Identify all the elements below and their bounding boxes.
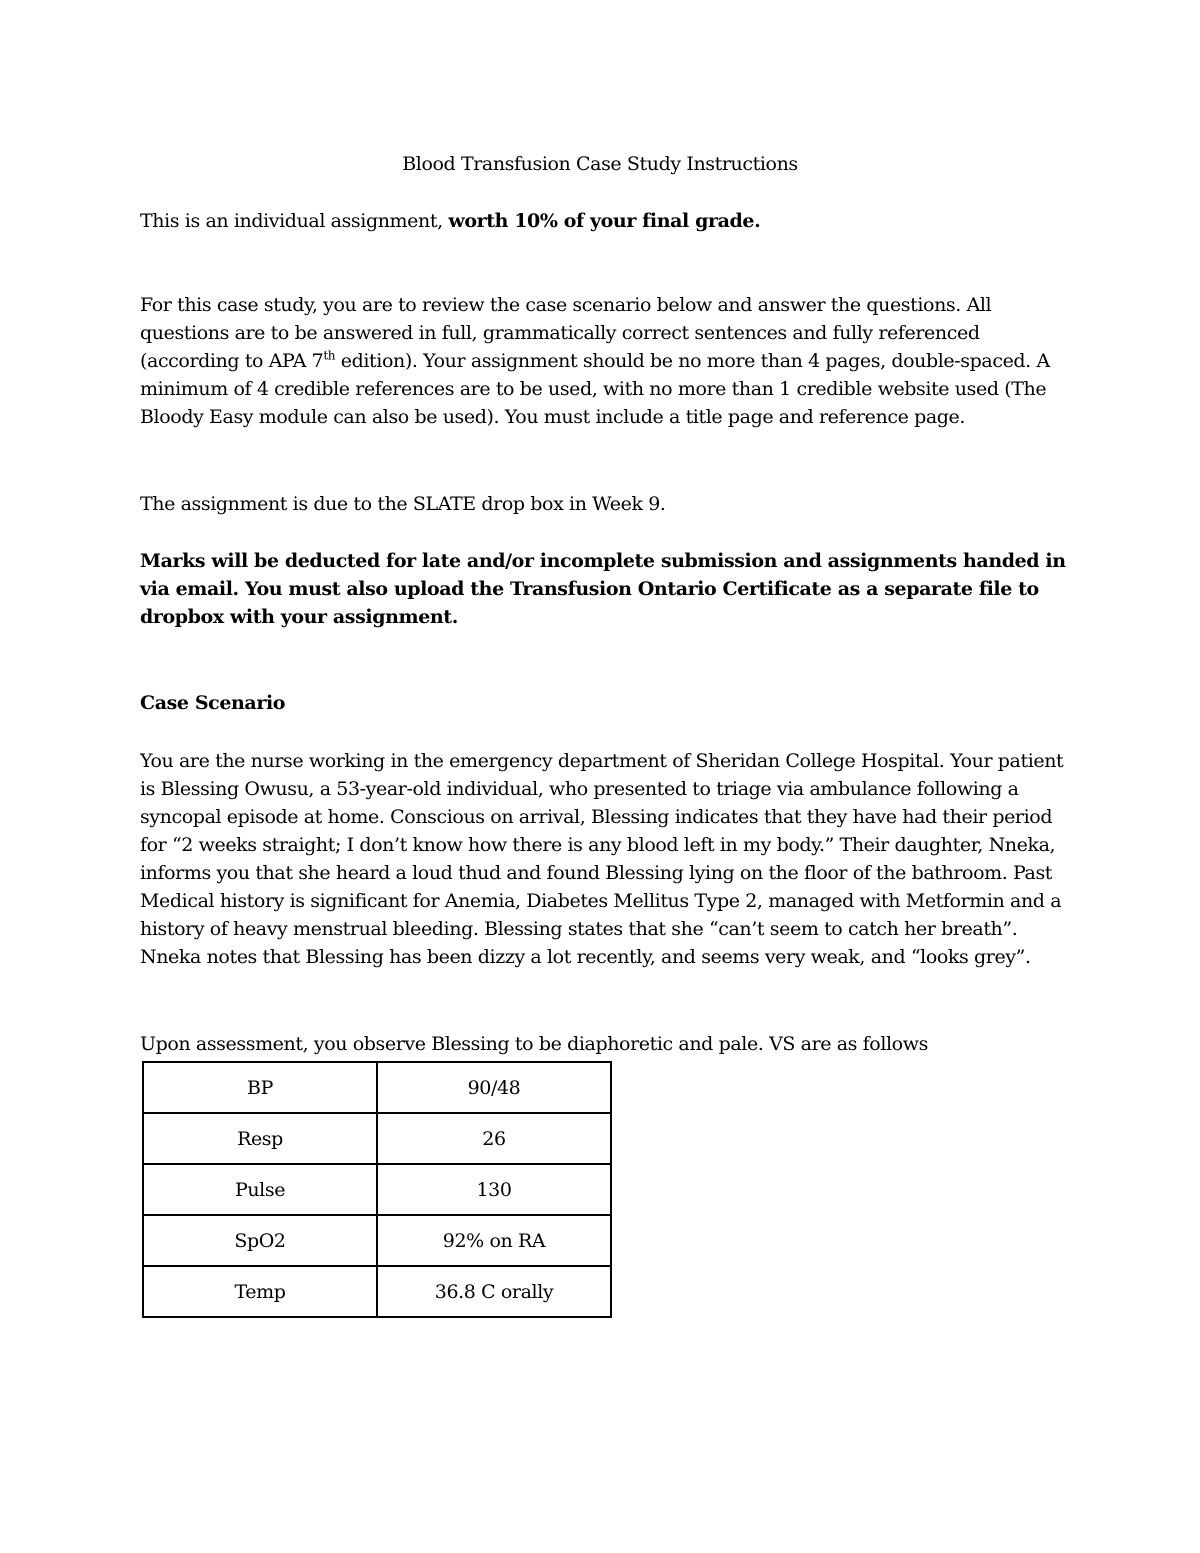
- vital-value: 36.8 C orally: [377, 1266, 611, 1317]
- intro-text: This is an individual assignment,: [140, 210, 449, 232]
- document-title: Blood Transfusion Case Study Instructions: [402, 153, 798, 175]
- instructions-text-2: edition). Your assignment should be no more than 4 pages, double-spaced. A minimum of 4 credible references are to be used, with no more than 1 credible website used (The Bloody Easy module can also be used). You must include a title page and reference page.: [140, 350, 1050, 428]
- vital-value: 130: [377, 1164, 611, 1215]
- intro-grade-weight: worth 10% of your final grade.: [448, 210, 761, 232]
- vital-label: Resp: [143, 1113, 377, 1164]
- case-heading: Case Scenario: [140, 692, 286, 714]
- vital-label: SpO2: [143, 1215, 377, 1266]
- warning-paragraph: Marks will be deducted for late and/or incomplete submission and assignments handed in via email. You must also upload the Transfusion Ontario Certificate as a separate file to dropbox with your assignment.: [140, 550, 1066, 628]
- instructions-paragraph: [140, 291, 1070, 431]
- vital-value: 92% on RA: [377, 1215, 611, 1266]
- vital-signs-table: [142, 1061, 612, 1318]
- table-row: [143, 1266, 611, 1317]
- vital-value: 90/48: [377, 1062, 611, 1113]
- table-row: [143, 1062, 611, 1113]
- instructions-text-1: For this case study, you are to review the case scenario below and answer the questions. All questions are to be answered in full, grammatically correct sentences and fully referenced (according to APA 7: [140, 294, 992, 372]
- table-row: [143, 1215, 611, 1266]
- intro-paragraph: [140, 207, 1070, 235]
- due-paragraph: The assignment is due to the SLATE drop box in Week 9.: [140, 493, 666, 515]
- vital-label: Temp: [143, 1266, 377, 1317]
- assessment-paragraph: Upon assessment, you observe Blessing to be diaphoretic and pale. VS are as follows: [140, 1033, 928, 1055]
- case-scenario-paragraph: You are the nurse working in the emergency department of Sheridan College Hospital. Your patient is Blessing Owusu, a 53-year-old individual, who presented to triage via ambulance following a syncopal episode at home. Conscious on arrival, Blessing indicates that they have had their period for “2 weeks straight; I don’t know how there is any blood left in my body.” Their daughter, Nneka, informs you that she heard a loud thud and found Blessing lying on the floor of the bathroom. Past Medical history is significant for Anemia, Diabetes Mellitus Type 2, managed with Metformin and a history of heavy menstrual bleeding. Blessing states that she “can’t seem to catch her breath”. Nneka notes that Blessing has been dizzy a lot recently, and seems very weak, and “looks grey”.: [140, 750, 1064, 968]
- vital-label: BP: [143, 1062, 377, 1113]
- vital-label: Pulse: [143, 1164, 377, 1215]
- table-row: [143, 1164, 611, 1215]
- vital-value: 26: [377, 1113, 611, 1164]
- instructions-superscript: th: [323, 348, 336, 363]
- table-row: [143, 1113, 611, 1164]
